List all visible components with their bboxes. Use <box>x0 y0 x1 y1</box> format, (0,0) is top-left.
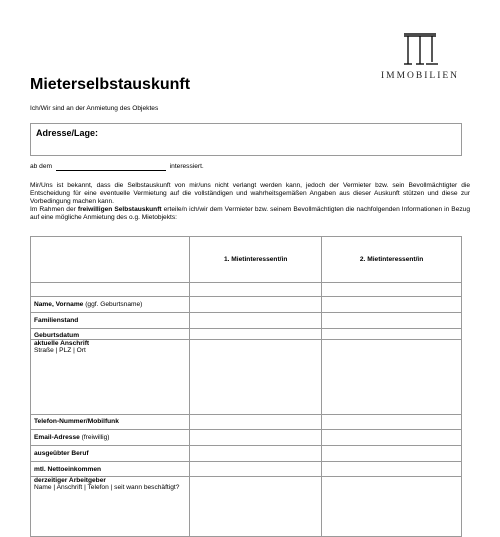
applicant-2-name-field[interactable] <box>322 297 462 313</box>
consent-paragraph <box>30 182 470 222</box>
table-row <box>31 313 462 329</box>
consent-text-2a: Im Rahmen der <box>30 206 78 213</box>
row-label-name: Name, Vorname (ggf. Geburtsname) <box>31 297 190 313</box>
applicant-2-address-field[interactable] <box>322 340 462 415</box>
table-spacer-row <box>31 283 462 297</box>
row-label-birthdate: Geburtsdatum <box>31 329 190 340</box>
interest-prefix: ab dem <box>30 163 52 170</box>
header-empty-cell <box>31 237 190 283</box>
row-label-occupation: ausgeübter Beruf <box>31 446 190 462</box>
row-label-email: Email-Adresse (freiwillig) <box>31 430 190 446</box>
applicant-2-employer-field[interactable] <box>322 477 462 537</box>
intro-text: Ich/Wir sind an der Anmietung des Objektes <box>30 105 159 112</box>
consent-text-1: Mir/Uns ist bekannt, dass die Selbstauskunft von mir/uns nicht verlangt werden kann, jedoch der Vermieter bzw. sein Bevollmächtigter die Entscheidung für eine eventuelle Vermietung auf die vollständigen und wahrheitsgemäßen Angaben aus dieser Auskunft stützen und diese zur Vorbedingung machen kann. <box>30 182 470 205</box>
applicant-2-birthdate-field[interactable] <box>322 329 462 340</box>
consent-text-2-bold: freiwilligen Selbstauskunft <box>77 206 162 213</box>
row-label-employer: derzeitiger Arbeitgeber Name | Anschrift | Telefon | seit wann beschäftigt? <box>31 477 190 537</box>
table-row <box>31 340 462 415</box>
applicant-1-employer-field[interactable] <box>190 477 322 537</box>
table-row <box>31 446 462 462</box>
header-applicant-2: 2. Mietinteressent/in <box>322 237 462 283</box>
table-header-row <box>31 237 462 283</box>
row-label-net-income: mtl. Nettoeinkommen <box>31 462 190 477</box>
consent-text-2b: erteile/n ich/wir dem Vermieter bzw. seinem Bevollmächtigten die nachfolgenden Informationen in Bezug auf eine mögliche Anmietung des o.g. Mietobjekts: <box>30 206 470 221</box>
date-blank-field[interactable] <box>56 164 166 171</box>
applicant-2-occupation-field[interactable] <box>322 446 462 462</box>
itl-monogram-icon <box>400 28 440 68</box>
logo-subtitle: IMMOBILIEN <box>380 71 460 81</box>
table-row <box>31 462 462 477</box>
table-row <box>31 415 462 430</box>
company-logo <box>372 28 468 90</box>
interest-line <box>30 163 204 171</box>
applicant-form-table <box>30 236 462 537</box>
table-row <box>31 477 462 537</box>
applicant-1-name-field[interactable] <box>190 297 322 313</box>
table-row <box>31 329 462 340</box>
interest-suffix: interessiert. <box>169 163 204 170</box>
applicant-1-income-field[interactable] <box>190 462 322 477</box>
applicant-1-marital-field[interactable] <box>190 313 322 329</box>
page-title: Mieterselbstauskunft <box>30 76 191 93</box>
applicant-2-email-field[interactable] <box>322 430 462 446</box>
table-row <box>31 430 462 446</box>
row-label-phone: Telefon-Nummer/Mobilfunk <box>31 415 190 430</box>
table-row <box>31 297 462 313</box>
applicant-2-phone-field[interactable] <box>322 415 462 430</box>
applicant-1-phone-field[interactable] <box>190 415 322 430</box>
address-field[interactable] <box>30 123 462 156</box>
applicant-2-income-field[interactable] <box>322 462 462 477</box>
applicant-1-birthdate-field[interactable] <box>190 329 322 340</box>
applicant-1-email-field[interactable] <box>190 430 322 446</box>
row-label-marital-status: Familienstand <box>31 313 190 329</box>
address-label: Adresse/Lage: <box>36 128 99 138</box>
row-label-address: aktuelle Anschrift Straße | PLZ | Ort <box>31 340 190 415</box>
header-applicant-1: 1. Mietinteressent/in <box>190 237 322 283</box>
applicant-1-occupation-field[interactable] <box>190 446 322 462</box>
applicant-2-marital-field[interactable] <box>322 313 462 329</box>
applicant-1-address-field[interactable] <box>190 340 322 415</box>
